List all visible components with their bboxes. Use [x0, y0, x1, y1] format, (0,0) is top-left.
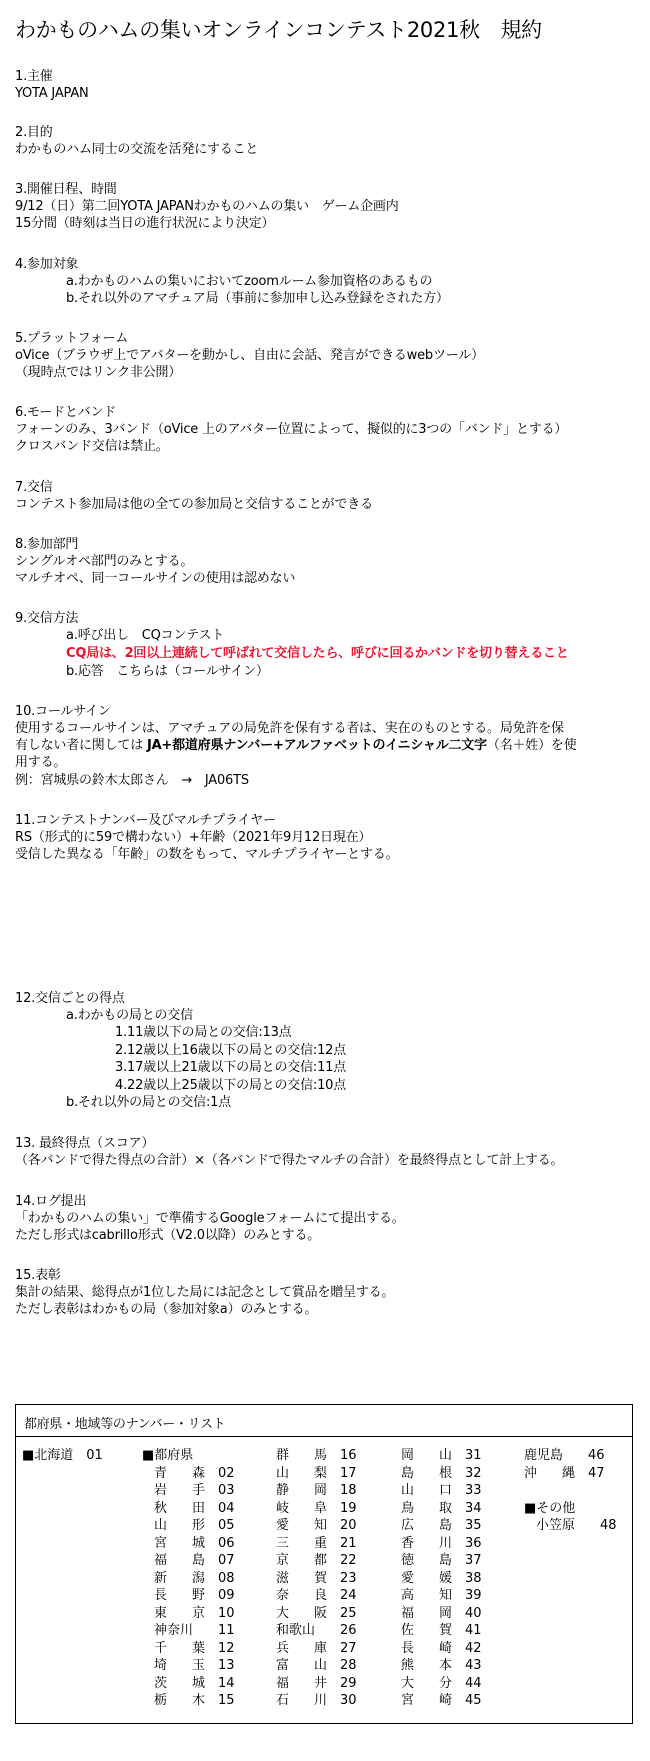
prefecture-row [276, 1587, 357, 1605]
prefecture-name: 兵 庫 [276, 1640, 334, 1656]
section-9-heading: 9.交信方法 [15, 611, 79, 626]
prefecture-number: 13 [218, 1658, 235, 1673]
prefecture-name: 青 森 [154, 1465, 212, 1481]
section-12-heading: 12.交信ごとの得点 [15, 991, 125, 1006]
prefecture-name: 長 崎 [401, 1640, 459, 1656]
prefecture-number: 46 [588, 1448, 605, 1463]
prefecture-row [276, 1622, 357, 1640]
section-5-text-2: （現時点ではリンク非公開） [15, 365, 182, 380]
section-13-text: （各バンドで得た得点の合計）×（各バンドで得たマルチの合計）を最終得点として計上する。 [15, 1153, 564, 1168]
prefecture-name: 小笠原 [536, 1518, 576, 1533]
section-2-heading: 2.目的 [15, 125, 53, 140]
prefecture-row [276, 1675, 357, 1693]
prefecture-row [276, 1657, 357, 1675]
prefecture-row [401, 1657, 482, 1675]
prefecture-row [401, 1622, 482, 1640]
prefecture-row [401, 1482, 482, 1500]
prefecture-name: 福 井 [276, 1675, 334, 1691]
prefecture-number: 07 [218, 1553, 235, 1568]
prefecture-name: 沖 縄 [524, 1465, 582, 1481]
table-col-3 [276, 1447, 357, 1710]
section-8-text-1: シングルオペ部門のみとする。 [15, 554, 194, 569]
prefecture-number: 27 [340, 1640, 357, 1656]
prefecture-number: 20 [340, 1518, 357, 1533]
prefecture-row [401, 1692, 482, 1710]
section-14-text-2: ただし形式はcabrillo形式（V2.0以降）のみとする。 [15, 1228, 321, 1243]
section-4-heading: 4.参加対象 [15, 257, 79, 272]
prefecture-row [401, 1535, 482, 1553]
prefecture-row [524, 1447, 617, 1465]
prefecture-row [276, 1570, 357, 1588]
prefecture-number: 28 [340, 1658, 357, 1673]
prefecture-name: 石 川 [276, 1693, 334, 1708]
prefecture-number: 05 [218, 1518, 235, 1533]
section-9-warning: CQ局は、2回以上連続して呼ばれて交信したら、呼びに回るかバンドを切り替えること [66, 646, 569, 661]
prefecture-row [154, 1552, 235, 1570]
prefecture-name: 香 川 [401, 1535, 459, 1551]
section-6-text-2: クロスバンド交信は禁止。 [15, 439, 169, 454]
prefecture-name: 秋 田 [154, 1500, 212, 1516]
prefecture-number: 09 [218, 1588, 235, 1603]
prefecture-name: 岐 阜 [276, 1500, 334, 1516]
prefecture-number: 18 [340, 1483, 357, 1498]
section-4-item-b: b.それ以外のアマチュア局（事前に参加申し込み登録をされた方） [66, 291, 449, 306]
prefecture-name: 京 都 [276, 1553, 334, 1568]
prefecture-number: 31 [465, 1448, 482, 1463]
prefecture-number: 11 [218, 1623, 235, 1638]
section-10-text-2a: 有しない者に関しては [15, 738, 147, 753]
section-3-text-2: 15分間（時刻は当日の進行状況により決定） [15, 216, 275, 231]
prefecture-name: 山 梨 [276, 1465, 334, 1481]
prefecture-number: 38 [465, 1570, 482, 1586]
section-7-text: コンテスト参加局は他の全ての参加局と交信することができる [15, 497, 373, 512]
table-col-1 [22, 1447, 103, 1465]
section-6-text-1: フォーンのみ、3バンド（oVice 上のアバター位置によって、擬似的に3つの「バンド」とする） [15, 422, 568, 437]
prefecture-name: 岩 手 [154, 1483, 212, 1498]
prefecture-number: 06 [218, 1535, 235, 1551]
section-6-heading: 6.モードとバンド [15, 405, 117, 420]
prefecture-number: 42 [465, 1640, 482, 1656]
prefecture-number: 45 [465, 1693, 482, 1708]
prefecture-row [276, 1517, 357, 1535]
prefecture-number: 23 [340, 1570, 357, 1586]
prefecture-number-table [15, 1404, 633, 1724]
section-12-item-a3: 3.17歳以上21歳以下の局との交信:11点 [115, 1060, 347, 1075]
prefecture-row [401, 1675, 482, 1693]
prefecture-row [276, 1535, 357, 1553]
prefecture-name: 茨 城 [154, 1675, 212, 1691]
prefecture-row [154, 1535, 235, 1553]
table-col-5 [524, 1447, 617, 1535]
prefecture-name: 山 形 [154, 1518, 212, 1533]
prefecture-number: 36 [465, 1535, 482, 1551]
prefecture-number: 39 [465, 1588, 482, 1603]
prefecture-row [276, 1482, 357, 1500]
prefecture-number: 24 [340, 1588, 357, 1603]
prefecture-name: 愛 媛 [401, 1570, 459, 1586]
prefecture-row [276, 1692, 357, 1710]
prefecture-row [154, 1587, 235, 1605]
prefecture-name: 富 山 [276, 1658, 334, 1673]
section-11-heading: 11.コンテストナンバー及びマルチプライヤー [15, 813, 276, 828]
prefecture-name: 福 島 [154, 1553, 212, 1568]
prefecture-row [154, 1482, 235, 1500]
other-rows [536, 1517, 617, 1535]
section-12-item-a4: 4.22歳以上25歳以下の局との交信:10点 [115, 1078, 347, 1093]
table-col-4 [401, 1447, 482, 1710]
prefecture-name: 広 島 [401, 1518, 459, 1533]
prefecture-name: 宮 崎 [401, 1693, 459, 1708]
section-10-example: 例：宮城県の鈴木太郎さん → JA06TS [15, 773, 249, 788]
prefecture-number: 35 [465, 1518, 482, 1533]
prefecture-number: 32 [465, 1465, 482, 1481]
prefecture-name: 山 口 [401, 1483, 459, 1498]
prefecture-number: 08 [218, 1570, 235, 1586]
section-8-text-2: マルチオペ、同一コールサインの使用は認めない [15, 571, 296, 586]
prefecture-row [154, 1465, 235, 1483]
prefecture-row [401, 1552, 482, 1570]
prefecture-number: 33 [465, 1483, 482, 1498]
section-14-text-1: 「わかものハムの集い」で準備するGoogleフォームにて提出する。 [15, 1211, 405, 1226]
prefecture-row [276, 1447, 357, 1465]
prefecture-name: 千 葉 [154, 1640, 212, 1656]
prefecture-number: 25 [340, 1605, 357, 1621]
prefecture-row [401, 1465, 482, 1483]
section-10-text-2b: JA+都道府県ナンバー+アルファベットのイニシャル二文字 [146, 738, 487, 753]
prefecture-number: 15 [218, 1693, 235, 1708]
prefecture-row [401, 1517, 482, 1535]
section-10-text-2 [15, 738, 577, 754]
prefecture-name: 新 潟 [154, 1570, 212, 1586]
prefecture-number: 10 [218, 1605, 235, 1621]
prefecture-number: 03 [218, 1483, 235, 1498]
prefecture-row [154, 1692, 235, 1710]
prefecture-row [154, 1640, 235, 1658]
prefecture-number: 30 [340, 1693, 357, 1708]
prefecture-name: 静 岡 [276, 1483, 334, 1498]
prefecture-name: 三 重 [276, 1535, 334, 1551]
prefecture-row [154, 1517, 235, 1535]
prefecture-number: 44 [465, 1675, 482, 1691]
prefecture-name: 東 京 [154, 1605, 212, 1621]
prefecture-row [276, 1552, 357, 1570]
prefecture-row [524, 1465, 617, 1483]
prefecture-name: 和歌山 [276, 1623, 316, 1638]
prefecture-row [401, 1500, 482, 1518]
section-9-item-b: b.応答 こちらは（コールサイン） [66, 664, 269, 679]
prefecture-name: 大 阪 [276, 1605, 334, 1621]
prefecture-row [401, 1570, 482, 1588]
section-12-item-a: a.わかもの局との交信 [66, 1008, 193, 1023]
prefecture-name: 島 根 [401, 1465, 459, 1481]
prefecture-name: 群 馬 [276, 1448, 334, 1463]
section-15-text-1: 集計の結果、総得点が1位した局には記念として賞品を贈呈する。 [15, 1285, 395, 1300]
section-14-heading: 14.ログ提出 [15, 1194, 87, 1209]
prefecture-name: 宮 城 [154, 1535, 212, 1551]
section-10-text-1: 使用するコールサインは、アマチュアの局免許を保有する者は、実在のものとする。局免許を保 [15, 721, 564, 736]
prefecture-row [154, 1675, 235, 1693]
section-1-heading: 1.主催 [15, 69, 53, 84]
prefecture-number: 34 [465, 1500, 482, 1516]
section-7-heading: 7.交信 [15, 480, 53, 495]
prefecture-name: 滋 賀 [276, 1570, 334, 1586]
table-header [16, 1405, 632, 1437]
prefecture-name: 鹿児島 [524, 1448, 564, 1463]
prefecture-row [276, 1640, 357, 1658]
prefecture-number: 12 [218, 1640, 235, 1656]
prefecture-number: 40 [465, 1605, 482, 1621]
prefecture-header: ■都府県 [142, 1448, 194, 1463]
section-11-text-1: RS（形式的に59で構わない）+年齢（2021年9月12日現在） [15, 830, 372, 845]
prefecture-row [154, 1622, 235, 1640]
prefecture-number: 02 [218, 1465, 235, 1481]
prefecture-name: 長 野 [154, 1588, 212, 1603]
section-13-heading: 13. 最終得点（スコア） [15, 1136, 155, 1151]
prefecture-name: 奈 良 [276, 1588, 334, 1603]
prefecture-number: 21 [340, 1535, 357, 1551]
section-3-heading: 3.開催日程、時間 [15, 182, 117, 197]
prefecture-row [154, 1605, 235, 1623]
section-10-text-3: 用する。 [15, 755, 67, 770]
prefecture-number: 37 [465, 1553, 482, 1568]
section-15-text-2: ただし表彰はわかもの局（参加対象a）のみとする。 [15, 1302, 318, 1317]
prefecture-name: 高 知 [401, 1588, 459, 1603]
prefecture-row [276, 1465, 357, 1483]
section-12-item-b: b.それ以外の局との交信:1点 [66, 1095, 232, 1110]
prefecture-number: 04 [218, 1500, 235, 1516]
hokkaido-entry: ■北海道 01 [22, 1448, 103, 1463]
section-2-text: わかものハム同士の交流を活発にすること [15, 142, 259, 157]
section-12-item-a1: 1.11歳以下の局との交信:13点 [115, 1025, 292, 1040]
section-5-text-1: oVice（ブラウザ上でアバターを動かし、自由に会話、発言ができるwebツール） [15, 348, 484, 363]
prefecture-name: 神奈川 [154, 1623, 194, 1638]
prefecture-name: 岡 山 [401, 1448, 459, 1463]
prefecture-number: 47 [588, 1465, 605, 1481]
col-5-rows [524, 1447, 617, 1482]
prefecture-number: 43 [465, 1658, 482, 1673]
prefecture-name: 福 岡 [401, 1605, 459, 1621]
prefecture-row [276, 1605, 357, 1623]
page-title: わかものハムの集いオンラインコンテスト2021秋 規約 [15, 18, 542, 42]
prefecture-number: 26 [340, 1623, 357, 1638]
prefecture-name: 埼 玉 [154, 1658, 212, 1673]
prefecture-number: 14 [218, 1675, 235, 1691]
prefecture-row [401, 1640, 482, 1658]
prefecture-number: 19 [340, 1500, 357, 1516]
prefecture-row [154, 1500, 235, 1518]
prefecture-name: 愛 知 [276, 1518, 334, 1533]
section-5-heading: 5.プラットフォーム [15, 331, 129, 346]
table-title: 都府県・地域等のナンバー・リスト [24, 1417, 226, 1432]
prefecture-row [401, 1587, 482, 1605]
prefecture-name: 徳 島 [401, 1553, 459, 1568]
prefecture-row [276, 1500, 357, 1518]
prefecture-name: 大 分 [401, 1675, 459, 1691]
prefecture-number: 41 [465, 1623, 482, 1638]
prefecture-row [536, 1517, 617, 1535]
col-2-rows [154, 1465, 235, 1710]
section-10-text-2c: （名＋姓）を使 [486, 738, 577, 753]
prefecture-row [154, 1657, 235, 1675]
section-1-text: YOTA JAPAN [15, 86, 89, 101]
prefecture-number: 22 [340, 1553, 357, 1568]
prefecture-name: 熊 本 [401, 1658, 459, 1673]
section-8-heading: 8.参加部門 [15, 537, 79, 552]
prefecture-name: 佐 賀 [401, 1623, 459, 1638]
other-header: ■その他 [524, 1500, 576, 1516]
section-11-text-2: 受信した異なる「年齢」の数をもって、マルチプライヤーとする。 [15, 847, 399, 862]
table-col-2 [142, 1447, 235, 1710]
prefecture-row [154, 1570, 235, 1588]
section-9-item-a: a.呼び出し CQコンテスト [66, 628, 225, 643]
prefecture-row [401, 1605, 482, 1623]
section-10-heading: 10.コールサイン [15, 704, 111, 719]
col-3-rows [276, 1447, 357, 1710]
prefecture-name: 鳥 取 [401, 1500, 459, 1516]
prefecture-number: 16 [340, 1448, 357, 1463]
section-3-text-1: 9/12（日）第二回YOTA JAPANわかものハムの集い ゲーム企画内 [15, 199, 399, 214]
section-4-item-a: a.わかものハムの集いにおいてzoomルーム参加資格のあるもの [66, 274, 433, 289]
prefecture-name: 栃 木 [154, 1693, 212, 1708]
prefecture-number: 48 [600, 1518, 617, 1533]
prefecture-number: 29 [340, 1675, 357, 1691]
section-12-item-a2: 2.12歳以上16歳以下の局との交信:12点 [115, 1043, 347, 1058]
section-15-heading: 15.表彰 [15, 1268, 61, 1283]
col-4-rows [401, 1447, 482, 1710]
prefecture-number: 17 [340, 1465, 357, 1481]
prefecture-row [401, 1447, 482, 1465]
